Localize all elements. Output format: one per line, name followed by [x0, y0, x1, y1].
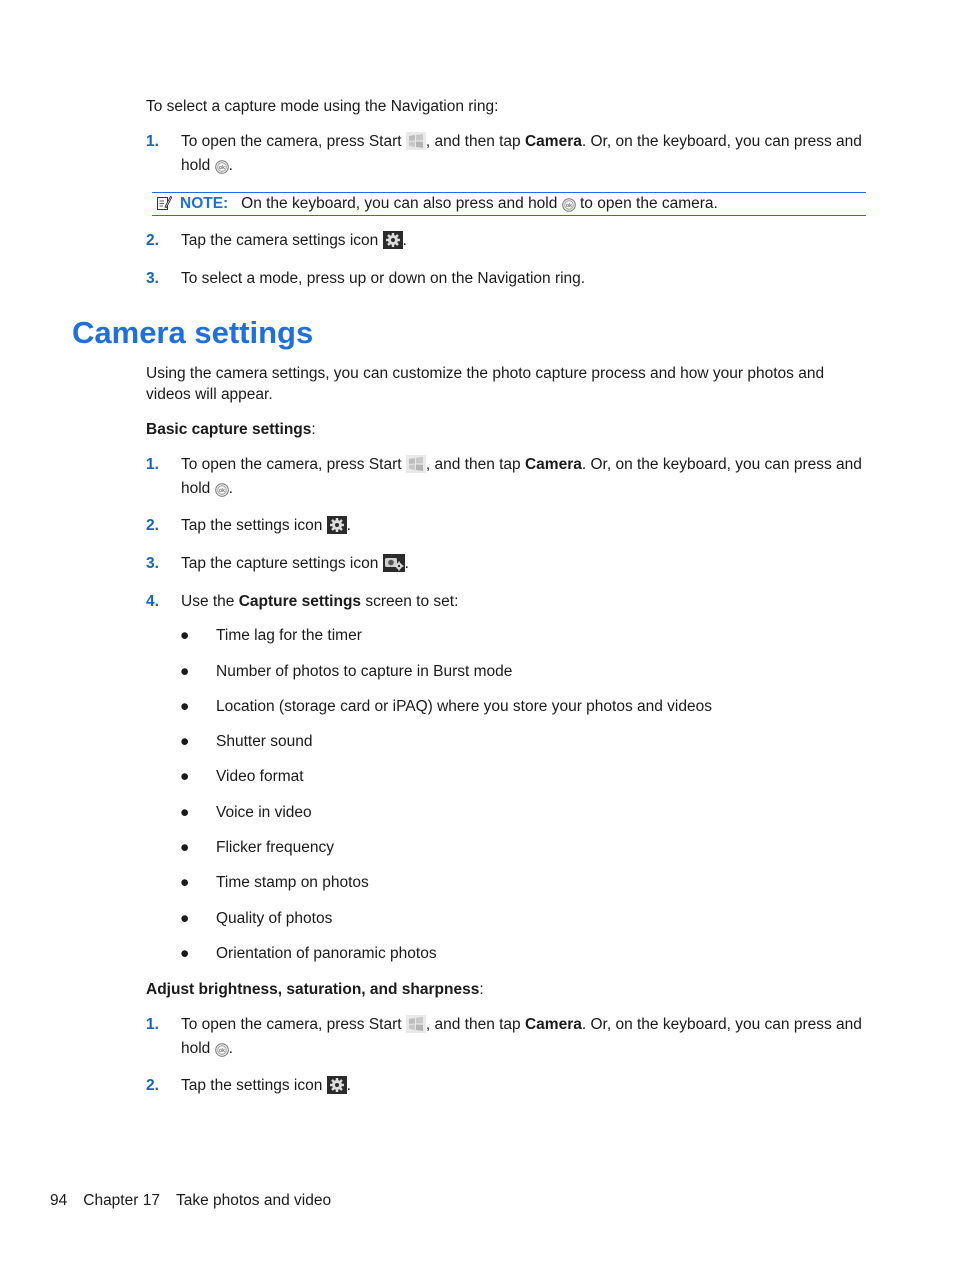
basic-step-2: [146, 514, 866, 538]
step-number: 3.: [146, 270, 159, 287]
step-text: Tap the settings icon: [181, 517, 327, 534]
adjust-step-2: [146, 1074, 866, 1098]
basic-heading-line: [146, 419, 316, 440]
note-box: [152, 192, 866, 216]
section-title: Camera settings: [72, 315, 314, 350]
step-text: .: [228, 480, 233, 497]
chapter-title: Take photos and video: [175, 1192, 332, 1209]
ok-button-icon: [215, 483, 229, 497]
page-footer: [50, 1190, 347, 1212]
list-item-text: Time lag for the timer: [216, 627, 362, 644]
heading-colon: :: [479, 981, 484, 998]
list-item-text: Shutter sound: [216, 733, 313, 750]
list-item-text: Number of photos to capture in Burst mode: [216, 663, 513, 680]
step-text: . Or, on the keyboard, you can press and hold: [181, 456, 862, 497]
basic-step-3: [146, 552, 866, 576]
ok-button-icon: [215, 1043, 229, 1057]
list-item-text: Location (storage card or iPAQ) where you store your photos and videos: [216, 698, 712, 715]
windows-start-icon: [406, 1015, 426, 1033]
step-text: .: [402, 232, 407, 249]
bullet-dot: ●: [180, 839, 190, 856]
adjust-heading-line: [146, 979, 484, 1000]
step-text: To open the camera, press Start: [181, 1016, 406, 1033]
step-text: To open the camera, press Start: [181, 133, 406, 150]
list-item: [180, 767, 304, 787]
adjust-step-1: [146, 1013, 866, 1061]
step-text: .: [346, 517, 351, 534]
bullet-dot: ●: [180, 945, 190, 962]
intro-text: To select a capture mode using the Navigation ring:: [146, 98, 499, 115]
step-text: To open the camera, press Start: [181, 456, 406, 473]
list-item: [180, 838, 334, 858]
step-text: . Or, on the keyboard, you can press and hold: [181, 133, 862, 174]
bullet-dot: ●: [180, 627, 190, 644]
windows-start-icon: [406, 132, 426, 150]
capture-settings-bold: Capture settings: [238, 593, 362, 610]
step-text: , and then tap: [425, 1016, 525, 1033]
bullet-dot: ●: [180, 874, 190, 891]
step-text: Tap the capture settings icon: [181, 555, 383, 572]
windows-start-icon: [406, 455, 426, 473]
step-text: . Or, on the keyboard, you can press and hold: [181, 1016, 862, 1057]
step-text: , and then tap: [425, 133, 525, 150]
bullet-dot: ●: [180, 733, 190, 750]
note-text: On the keyboard, you can also press and hold: [241, 195, 562, 212]
heading-colon: :: [311, 421, 316, 438]
list-item: [180, 944, 437, 964]
step-number: 3.: [146, 555, 159, 572]
camera-bold: Camera: [524, 133, 582, 150]
step-number: 4.: [146, 593, 159, 610]
step-text: .: [228, 157, 233, 174]
page-number: 94: [50, 1192, 68, 1209]
settings-icon: [327, 516, 347, 534]
step-text: screen to set:: [361, 593, 459, 610]
basic-step-1: [146, 453, 866, 501]
list-item-text: Voice in video: [216, 804, 312, 821]
chapter-label: Chapter 17: [83, 1192, 160, 1209]
nav-step-3: [146, 267, 866, 291]
list-item: [180, 697, 712, 717]
note-text: to open the camera.: [575, 195, 718, 212]
section-intro: Using the camera settings, you can customize the photo capture process and how your photos and videos will appear.: [146, 365, 825, 403]
nav-step-2: [146, 229, 866, 253]
camera-bold: Camera: [524, 456, 582, 473]
settings-icon: [327, 1076, 347, 1094]
step-number: 2.: [146, 232, 159, 249]
list-item: [180, 626, 362, 646]
ok-button-icon: [215, 160, 229, 174]
step-number: 1.: [146, 133, 159, 150]
step-text: Tap the settings icon: [181, 1077, 327, 1094]
list-item: [180, 909, 332, 929]
list-item: [180, 662, 512, 682]
step-text: .: [228, 1040, 233, 1057]
step-text: Use the: [181, 593, 239, 610]
step-text: , and then tap: [425, 456, 525, 473]
list-item-text: Flicker frequency: [216, 839, 335, 856]
camera-settings-icon: [383, 231, 403, 249]
step-text: To select a mode, press up or down on the Navigation ring.: [181, 270, 586, 287]
list-item-text: Video format: [216, 768, 304, 785]
adjust-heading: Adjust brightness, saturation, and sharpness: [146, 981, 480, 998]
note-label: NOTE:: [180, 195, 229, 212]
basic-heading: Basic capture settings: [146, 421, 312, 438]
bullet-dot: ●: [180, 768, 190, 785]
bullet-dot: ●: [180, 910, 190, 927]
list-item-text: Orientation of panoramic photos: [216, 945, 437, 962]
capture-settings-icon: [383, 554, 405, 572]
ok-button-icon: [562, 198, 576, 212]
bullet-dot: ●: [180, 698, 190, 715]
step-number: 2.: [146, 517, 159, 534]
basic-step-4: [146, 590, 866, 614]
list-item: [180, 873, 369, 893]
step-number: 1.: [146, 1016, 159, 1033]
note-pencil-icon: [156, 195, 172, 211]
nav-step-1: [146, 130, 866, 178]
bullet-dot: ●: [180, 804, 190, 821]
bullet-dot: ●: [180, 663, 190, 680]
list-item-text: Time stamp on photos: [216, 874, 369, 891]
step-text: Tap the camera settings icon: [181, 232, 383, 249]
step-text: .: [346, 1077, 351, 1094]
step-number: 2.: [146, 1077, 159, 1094]
step-number: 1.: [146, 456, 159, 473]
list-item: [180, 732, 313, 752]
list-item-text: Quality of photos: [216, 910, 333, 927]
list-item: [180, 803, 312, 823]
camera-bold: Camera: [524, 1016, 582, 1033]
step-text: .: [404, 555, 409, 572]
